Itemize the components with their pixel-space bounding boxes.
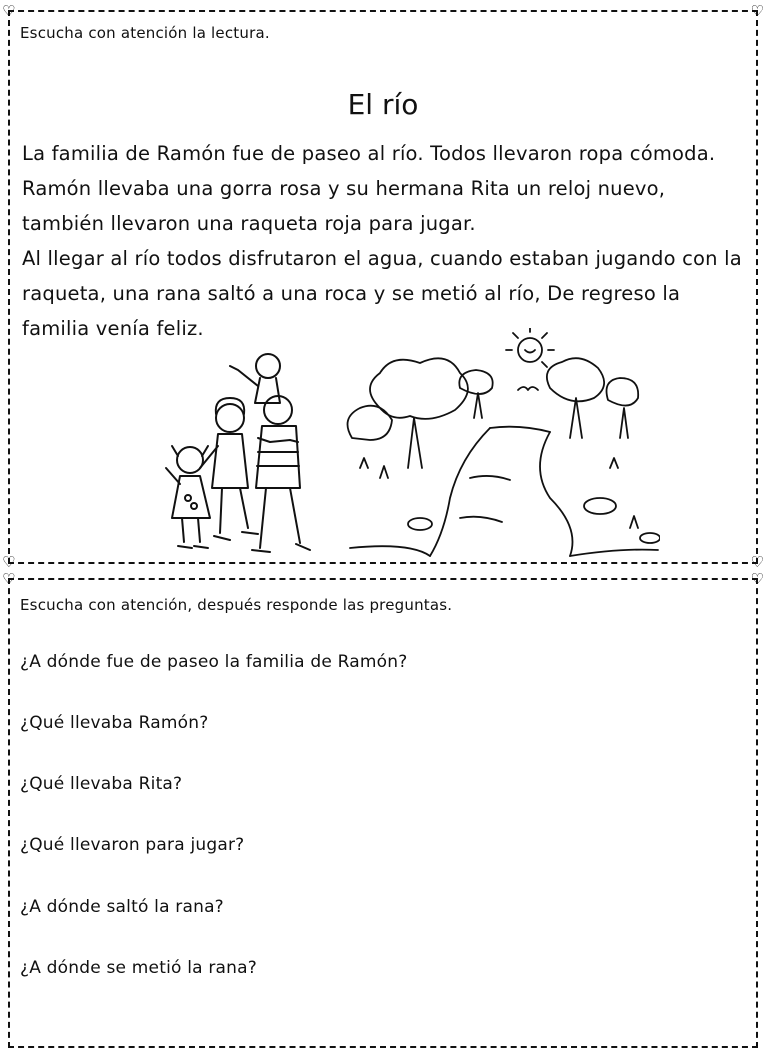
story-title: El río (347, 88, 419, 121)
river-landscape-drawing (348, 328, 661, 556)
story-paragraph: Al llegar al río todos disfrutaron el agua, cuando estaban jugando con la raqueta, una rana saltó a una roca y se metió al río, De regreso la familia venía feliz. (22, 247, 742, 340)
story-paragraph: La familia de Ramón fue de paseo al río. Todos llevaron ropa cómoda. Ramón llevaba una gorra rosa y su hermana Rita un reloj nuevo, también llevaron una raqueta roja para jugar. (22, 142, 716, 235)
heart-icon: ♡ (750, 553, 764, 571)
reading-instruction: Escucha con atención la lectura. (20, 24, 270, 42)
question-item: ¿Qué llevaron para jugar? (20, 835, 245, 855)
heart-icon: ♡ (750, 2, 764, 20)
heart-icon: ♡ (2, 2, 16, 20)
question-item: ¿Qué llevaba Ramón? (20, 713, 209, 733)
story-text (22, 136, 747, 346)
family-drawing (166, 354, 310, 552)
family-river-illustration (130, 328, 660, 558)
question-item: ¿A dónde se metió la rana? (20, 958, 257, 978)
heart-icon: ♡ (2, 570, 16, 588)
heart-icon: ♡ (2, 553, 16, 571)
question-item: ¿A dónde saltó la rana? (20, 897, 224, 917)
questions-card (2, 570, 764, 1048)
heart-icon: ♡ (750, 570, 764, 588)
questions-instruction: Escucha con atención, después responde las preguntas. (20, 596, 453, 614)
reading-card (2, 2, 764, 571)
question-item: ¿Qué llevaba Rita? (20, 774, 183, 794)
question-item: ¿A dónde fue de paseo la familia de Ramón? (20, 652, 408, 672)
